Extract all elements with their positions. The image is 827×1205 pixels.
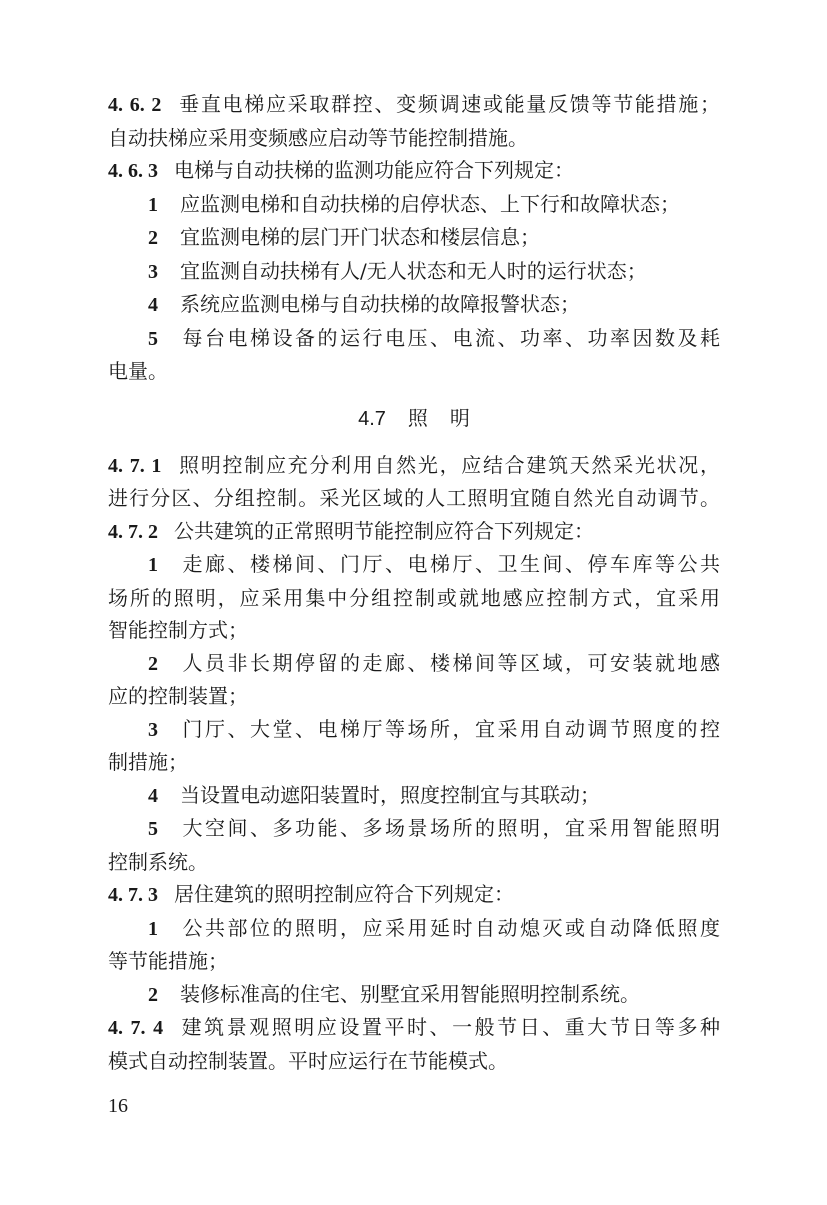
- list-item: [108, 912, 720, 946]
- item-number: 2: [148, 227, 158, 249]
- list-item-continuation: 应的控制装置；: [108, 684, 248, 708]
- list-item-continuation: 电量。: [108, 359, 168, 383]
- clause-text: 电梯与自动扶梯的监测功能应符合下列规定：: [174, 158, 574, 182]
- clause-number: 4. 7. 3: [108, 884, 158, 906]
- list-item-continuation: 场所的照明，应采用集中分组控制或就地感应控制方式，宜采用: [108, 585, 720, 610]
- clause-number: 4. 6. 3: [108, 160, 158, 182]
- clause-text: 建筑景观照明应设置平时、一般节日、重大节日等多种: [179, 1015, 721, 1039]
- section-heading: [108, 400, 720, 437]
- list-item-continuation: 智能控制方式；: [108, 618, 248, 642]
- item-number: 3: [148, 718, 158, 741]
- item-number: 1: [148, 917, 158, 940]
- list-item: [108, 188, 720, 222]
- clause-4-7-1-line-2: 进行分区、分组控制。采光区域的人工照明宜随自然光自动调节。: [108, 486, 720, 510]
- clause-number: 4. 7. 1: [108, 454, 162, 477]
- item-text: 宜监测电梯的层门开门状态和楼层信息；: [180, 225, 540, 249]
- list-item: [108, 548, 720, 582]
- clause-4-7-4-line-2: 模式自动控制装置。平时应运行在节能模式。: [108, 1048, 508, 1073]
- item-text: 人员非长期停留的走廊、楼梯间等区域，可安装就地感: [180, 650, 720, 675]
- item-number: 3: [148, 260, 158, 283]
- item-text: 公共部位的照明，应采用延时自动熄灭或自动降低照度: [180, 915, 720, 940]
- list-item: [108, 647, 720, 681]
- clause-number: 4. 6. 2: [108, 94, 162, 116]
- list-item: [108, 779, 720, 813]
- item-number: 1: [148, 193, 158, 216]
- clause-text: 垂直电梯应采取群控、变频调速或能量反馈等节能措施；: [177, 92, 721, 116]
- item-text: 宜监测自动扶梯有人/无人状态和无人时的运行状态；: [180, 258, 647, 283]
- list-item-continuation: 等节能措施；: [108, 949, 228, 973]
- clause-4-7-1-line-1: [108, 449, 720, 483]
- item-number: 1: [148, 554, 158, 576]
- list-item: [108, 812, 720, 846]
- item-number: 4: [148, 784, 158, 807]
- list-item: [108, 221, 720, 255]
- clause-text: 居住建筑的照明控制应符合下列规定：: [174, 882, 514, 906]
- clause-text: 公共建筑的正常照明节能控制应符合下列规定：: [174, 518, 594, 543]
- list-item-continuation: 控制系统。: [108, 849, 208, 874]
- item-text: 门厅、大堂、电梯厅等场所，宜采用自动调节照度的控: [180, 716, 720, 741]
- clause-4-7-4-line-1: [108, 1011, 720, 1045]
- item-text: 应监测电梯和自动扶梯的启停状态、上下行和故障状态；: [180, 191, 680, 216]
- item-text: 大空间、多功能、多场景场所的照明，宜采用智能照明: [180, 816, 720, 840]
- page-number: 16: [108, 1095, 128, 1117]
- clause-4-7-2: [108, 515, 720, 549]
- section-number: 4.7: [358, 407, 386, 430]
- item-text: 当设置电动遮阳装置时，照度控制宜与其联动；: [180, 782, 600, 807]
- clause-text: 照明控制应充分利用自然光，应结合建筑天然采光状况，: [177, 452, 721, 477]
- item-number: 5: [148, 327, 158, 350]
- list-item: [108, 322, 720, 356]
- item-text: 系统应监测电梯与自动扶梯的故障报警状态；: [180, 292, 580, 316]
- list-item-continuation: 制措施；: [108, 750, 188, 774]
- list-item: [108, 978, 720, 1012]
- item-number: 2: [148, 983, 158, 1006]
- item-number: 2: [148, 652, 158, 675]
- clause-number: 4. 7. 4: [108, 1017, 164, 1039]
- item-text: 每台电梯设备的运行电压、电流、功率、功率因数及耗: [180, 325, 720, 350]
- clause-4-6-2-line-2: 自动扶梯应采用变频感应启动等节能控制措施。: [108, 125, 528, 150]
- item-text: 走廊、楼梯间、门厅、电梯厅、卫生间、停车库等公共: [180, 552, 720, 576]
- list-item: [108, 288, 720, 322]
- clause-4-7-3: [108, 878, 720, 912]
- list-item: [108, 255, 720, 289]
- clause-number: 4. 7. 2: [108, 520, 158, 543]
- clause-4-6-3: [108, 154, 720, 188]
- clause-4-6-2-line-1: [108, 88, 720, 122]
- list-item: [108, 713, 720, 747]
- item-number: 4: [148, 294, 158, 316]
- section-title: 照明: [407, 405, 492, 430]
- item-text: 装修标准高的住宅、别墅宜采用智能照明控制系统。: [180, 981, 640, 1006]
- document-page: [108, 88, 720, 1077]
- item-number: 5: [148, 818, 158, 840]
